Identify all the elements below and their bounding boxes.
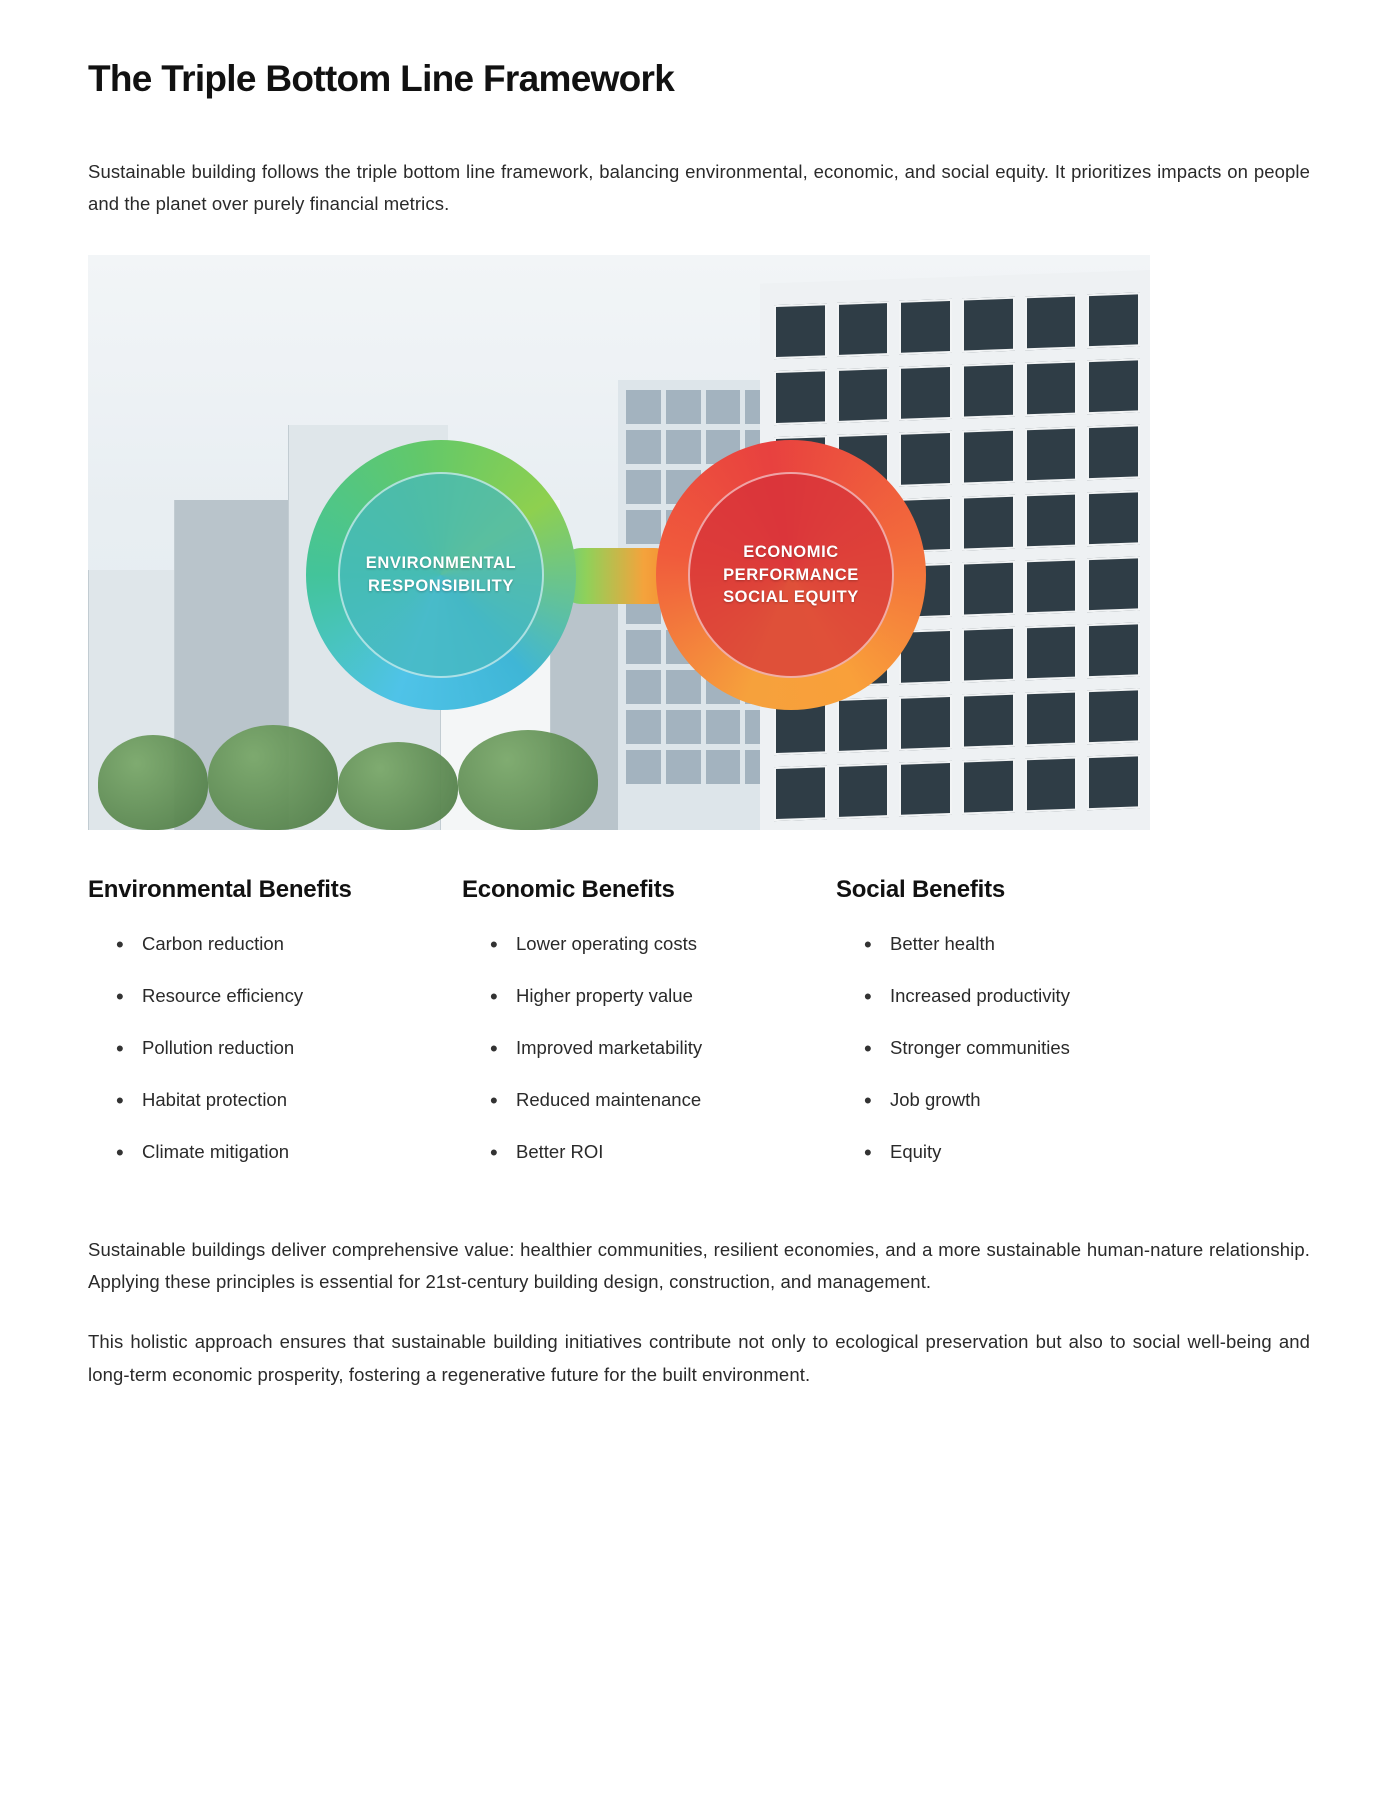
list-item: • Lower operating costs [490,932,836,957]
benefit-list-economic [462,932,836,1165]
closing-paragraph-1: Sustainable buildings deliver comprehensive value: healthier communities, resilient economies, and a more sustainable human-nature relationship. Applying these principles is essential for 21st-century building design, construction, and management. [88,1238,1310,1292]
economic-label-line-1: ECONOMIC [743,543,839,562]
triple-bottom-line-figure [88,255,1150,830]
list-item: • Reduced maintenance [490,1088,836,1113]
benefit-heading-environmental: Environmental Benefits [88,875,352,903]
benefits-columns [88,876,1310,1192]
venn-diagram [306,440,926,710]
closing-paragraph-2: This holistic approach ensures that sustainable building initiatives contribute not only to ecological preservation but also to social well-being and long-term economic prosperity, fostering a regenerative future for the built environment. [88,1331,1310,1385]
benefit-column-environmental [88,876,462,1192]
list-item: • Increased productivity [864,984,1210,1009]
benefit-column-economic [462,876,836,1192]
benefit-list-environmental [88,932,462,1165]
list-item: • Better ROI [490,1140,836,1165]
tree [458,730,598,830]
list-item: • Carbon reduction [116,932,462,957]
environmental-circle [306,440,576,710]
benefit-heading-economic: Economic Benefits [462,875,675,903]
economic-label-line-2: PERFORMANCE [723,565,859,584]
tree-row [88,720,648,830]
benefit-column-social [836,876,1210,1192]
list-item: • Pollution reduction [116,1036,462,1061]
tree [208,725,338,830]
benefit-heading-social: Social Benefits [836,875,1006,903]
list-item: • Habitat protection [116,1088,462,1113]
tree [338,742,458,830]
list-item: • Improved marketability [490,1036,836,1061]
environmental-label-line-1: ENVIRONMENTAL [365,554,517,573]
list-item: • Climate mitigation [116,1140,462,1165]
list-item: • Resource efficiency [116,984,462,1009]
benefit-list-social [836,932,1210,1165]
environmental-circle-label [306,440,576,710]
list-item: • Equity [864,1140,1210,1165]
list-item: • Job growth [864,1088,1210,1113]
list-item: • Better health [864,932,1210,957]
environmental-label-line-2: RESPONSIBILITY [368,576,514,595]
intro-paragraph: Sustainable building follows the triple bottom line framework, balancing environmental, economic, and social equity. It prioritizes impacts on people and the planet over purely financial metrics. [88,161,1310,215]
tree [98,735,208,830]
list-item: • Stronger communities [864,1036,1210,1061]
economic-social-circle [656,440,926,710]
economic-label-line-3: SOCIAL EQUITY [723,587,859,606]
economic-social-circle-label [656,440,926,710]
list-item: • Higher property value [490,984,836,1009]
page-title: The Triple Bottom Line Framework [88,58,675,99]
